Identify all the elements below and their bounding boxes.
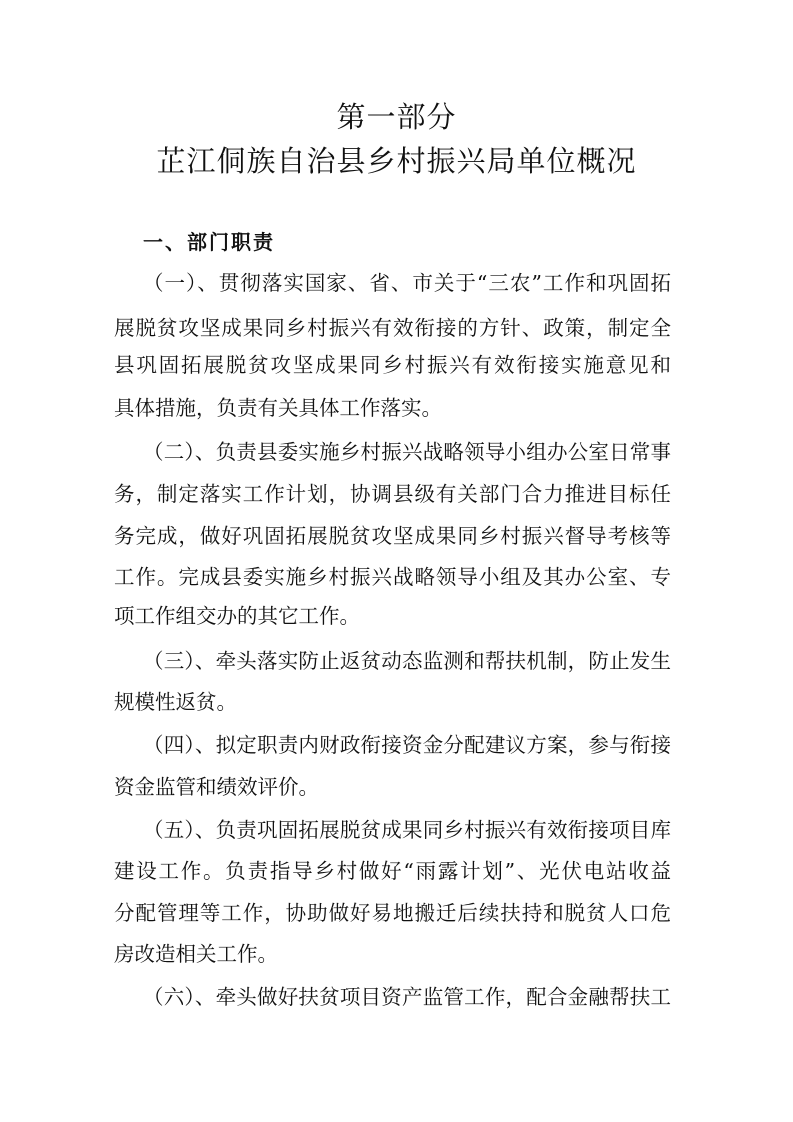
paragraph-line: 具体措施，负责有关具体工作落实。 <box>114 396 442 420</box>
paragraph-line: 房改造相关工作。 <box>114 942 278 966</box>
paragraph-line: 项工作组交办的其它工作。 <box>114 604 360 628</box>
document-title-unit: 芷江侗族自治县乡村振兴局单位概况 <box>156 144 637 178</box>
paragraph-line: 展脱贫攻坚成果同乡村振兴有效衔接的方针、政策，制定全 <box>114 316 671 340</box>
paragraph-line: 务完成，做好巩固拓展脱贫攻坚成果同乡村振兴督导考核等 <box>114 524 671 548</box>
paragraph-line: （六）、牵头做好扶贫项目资产监管工作，配合金融帮扶工 <box>143 985 671 1009</box>
paragraph-line: 分配管理等工作，协助做好易地搬迁后续扶持和脱贫人口危 <box>114 901 671 925</box>
paragraph-line: 工作。完成县委实施乡村振兴战略领导小组及其办公室、专 <box>114 565 671 589</box>
paragraph-line: 务，制定落实工作计划，协调县级有关部门合力推进目标任 <box>114 482 671 506</box>
section-heading: 一、部门职责 <box>143 230 275 254</box>
paragraph-line: 资金监管和绩效评价。 <box>114 775 319 799</box>
paragraph-line: （一）、贯彻落实国家、省、市关于“三农”工作和巩固拓 <box>143 271 671 295</box>
paragraph-line: 建设工作。负责指导乡村做好“雨露计划”、光伏电站收益 <box>114 859 671 883</box>
paragraph-line: （二）、负责县委实施乡村振兴战略领导小组办公室日常事 <box>143 440 671 464</box>
paragraph-line: （三）、牵头落实防止返贫动态监测和帮扶机制，防止发生 <box>143 649 671 673</box>
paragraph-line: 县巩固拓展脱贫攻坚成果同乡村振兴有效衔接实施意见和 <box>114 353 671 377</box>
paragraph-line: （五）、负责巩固拓展脱贫成果同乡村振兴有效衔接项目库 <box>143 818 671 842</box>
paragraph-line: 规模性返贫。 <box>114 690 237 714</box>
paragraph-line: （四）、拟定职责内财政衔接资金分配建议方案，参与衔接 <box>143 733 671 757</box>
document-title-part: 第一部分 <box>336 100 457 134</box>
